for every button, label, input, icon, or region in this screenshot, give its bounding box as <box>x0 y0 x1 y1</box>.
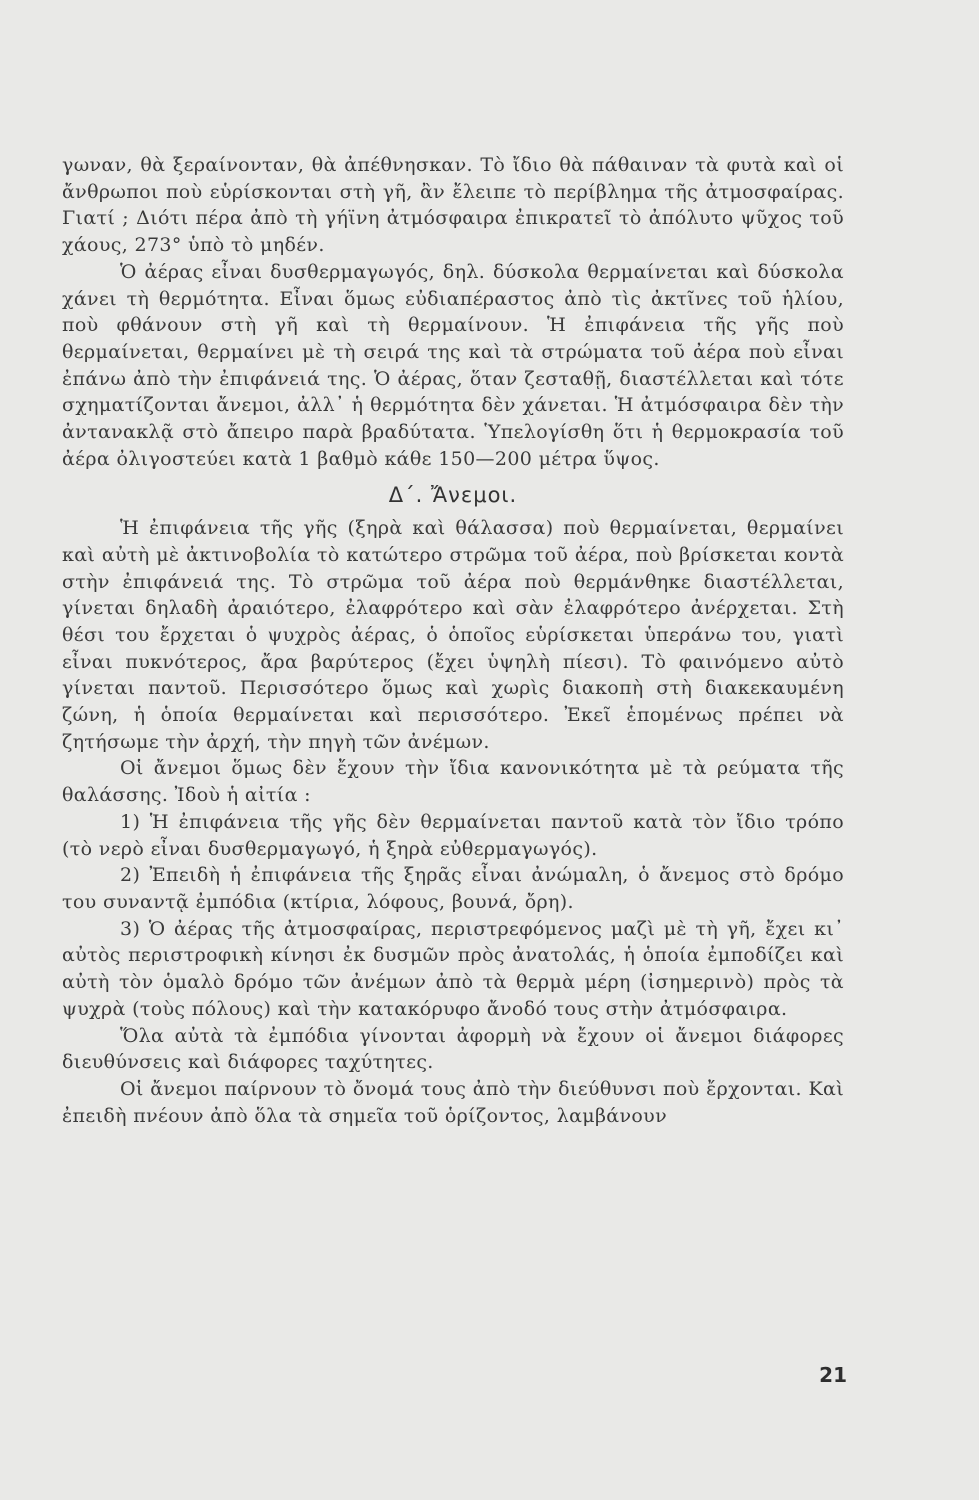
page-number: 21 <box>819 1363 847 1387</box>
list-item-1: 1) Ἡ ἐπιφάνεια τῆς γῆς δὲν θερμαίνεται παντοῦ κατὰ τὸν ἴδιο τρόπο (τὸ νερὸ εἶναι δυσθερμαγωγό, ἡ ξηρὰ εὐθερμαγωγός). <box>62 810 844 860</box>
paragraph-continuation: γωναν, θὰ ξεραίνονταν, θὰ ἀπέθνησκαν. Τὸ ἴδιο θὰ πάθαιναν τὰ φυτὰ καὶ οἱ ἄνθρωποι ποὺ εὑρίσκονται στὴ γῆ, ἂν ἔλειπε τὸ περίβλημα τῆς ἀτμοσφαίρας. Γιατί ; Διότι πέρα ἀπὸ τὴ γήϊνη ἀτμόσφαιρα ἐπικρατεῖ τὸ ἀπόλυτο ψῦχος τοῦ χάους, 273° ὑπὸ τὸ μηδέν. <box>62 154 844 257</box>
paragraph-wind-names: Οἱ ἄνεμοι παίρνουν τὸ ὄνομά τους ἀπὸ τὴν διεύθυνσι ποὺ ἔρχονται. Καὶ ἐπειδὴ πνέουν ἀπὸ ὅλα τὰ σημεῖα τοῦ ὁρίζοντος, λαμβάνουν <box>62 1077 844 1127</box>
paragraph-wind-origin: Ἡ ἐπιφάνεια τῆς γῆς (ξηρὰ καὶ θάλασσα) ποὺ θερμαίνεται, θερμαίνει καὶ αὐτὴ μὲ ἀκτινοβολία τὸ κατώτερο στρῶμα τοῦ ἀέρα, ποὺ βρίσκεται κοντὰ στὴν ἐπιφάνειά της. Τὸ στρῶμα τοῦ ἀέρα ποὺ θερμάνθηκε διαστέλλεται, γίνεται δηλαδὴ ἀραιότερο, ἐλαφρότερο καὶ σὰν ἐλαφρότερο ἀνέρχεται. Στὴ θέσι του ἔρχεται ὁ ψυχρὸς ἀέρας, ὁ ὁποῖος εὑρίσκεται ὑπεράνω του, γιατὶ εἶναι πυκνότερος, ἄρα βαρύτερος (ἔχει ὑψηλὴ πίεσι). Τὸ φαινόμενο αὐτὸ γίνεται παντοῦ. Περισσότερο ὅμως καὶ χωρὶς διακοπὴ στὴ διακεκαυμένη ζώνη, ἡ ὁποία θερμαίνεται καὶ περισσότερο. Ἐκεῖ ἑπομένως πρέπει νὰ ζητήσωμε τὴν ἀρχή, τὴν πηγὴ τῶν ἀνέμων. <box>62 517 844 753</box>
paragraph-wind-irregularity: Οἱ ἄνεμοι ὅμως δὲν ἔχουν τὴν ἴδια κανονικότητα μὲ τὰ ρεύματα τῆς θαλάσσης. Ἰδοὺ ἡ αἰτία : <box>62 757 844 807</box>
section-heading: Δ΄. Ἄνεμοι. <box>388 483 518 508</box>
body-text <box>62 152 844 1129</box>
paragraph-obstacles: Ὅλα αὐτὰ τὰ ἐμπόδια γίνονται ἀφορμὴ νὰ ἔχουν οἱ ἄνεμοι διάφορες διευθύνσεις καὶ διάφορες ταχύτητες. <box>62 1024 844 1074</box>
list-item-3: 3) Ὁ ἀέρας τῆς ἀτμοσφαίρας, περιστρεφόμενος μαζὶ μὲ τὴ γῆ, ἔχει κι᾽ αὐτὸς περιστροφικὴ κίνησι ἐκ δυσμῶν πρὸς ἀνατολάς, ἡ ὁποία ἐμποδίζει καὶ αὐτὴ τὸν ὁμαλὸ δρόμο τῶν ἀνέμων ἀπὸ τὰ θερμὰ μέρη (ἰσημερινὸ) πρὸς τὰ ψυχρὰ (τοὺς πόλους) καὶ τὴν κατακόρυφο ἄνοδό τους στὴν ἀτμόσφαιρα. <box>62 917 844 1020</box>
paragraph-air-insulator: Ὁ ἀέρας εἶναι δυσθερμαγωγός, δηλ. δύσκολα θερμαίνεται καὶ δύσκολα χάνει τὴ θερμότητα. Εἶναι ὅμως εὐδιαπέραστος ἀπὸ τὶς ἀκτῖνες τοῦ ἡλίου, ποὺ φθάνουν στὴ γῆ καὶ τὴ θερμαίνουν. Ἡ ἐπιφάνεια τῆς γῆς ποὺ θερμαίνεται, θερμαίνει μὲ τὴ σειρά της καὶ τὰ στρώματα τοῦ ἀέρα ποὺ εἶναι ἐπάνω ἀπὸ τὴν ἐπιφάνειά της. Ὁ ἀέρας, ὅταν ζεσταθῇ, διαστέλλεται καὶ τότε σχηματίζονται ἄνεμοι, ἀλλ᾽ ἡ θερμότητα δὲν χάνεται. Ἡ ἀτμόσφαιρα δὲν τὴν ἀντανακλᾷ στὸ ἄπειρο παρὰ βραδύτατα. Ὑπελογίσθη ὅτι ἡ θερμοκρασία τοῦ ἀέρα ὀλιγοστεύει κατὰ 1 βαθμὸ κάθε 150—200 μέτρα ὕψος. <box>62 260 844 470</box>
list-item-2: 2) Ἐπειδὴ ἡ ἐπιφάνεια τῆς ξηρᾶς εἶναι ἀνώμαλη, ὁ ἄνεμος στὸ δρόμο του συναντᾷ ἐμπόδια (κτίρια, λόφους, βουνά, ὄρη). <box>62 864 844 913</box>
